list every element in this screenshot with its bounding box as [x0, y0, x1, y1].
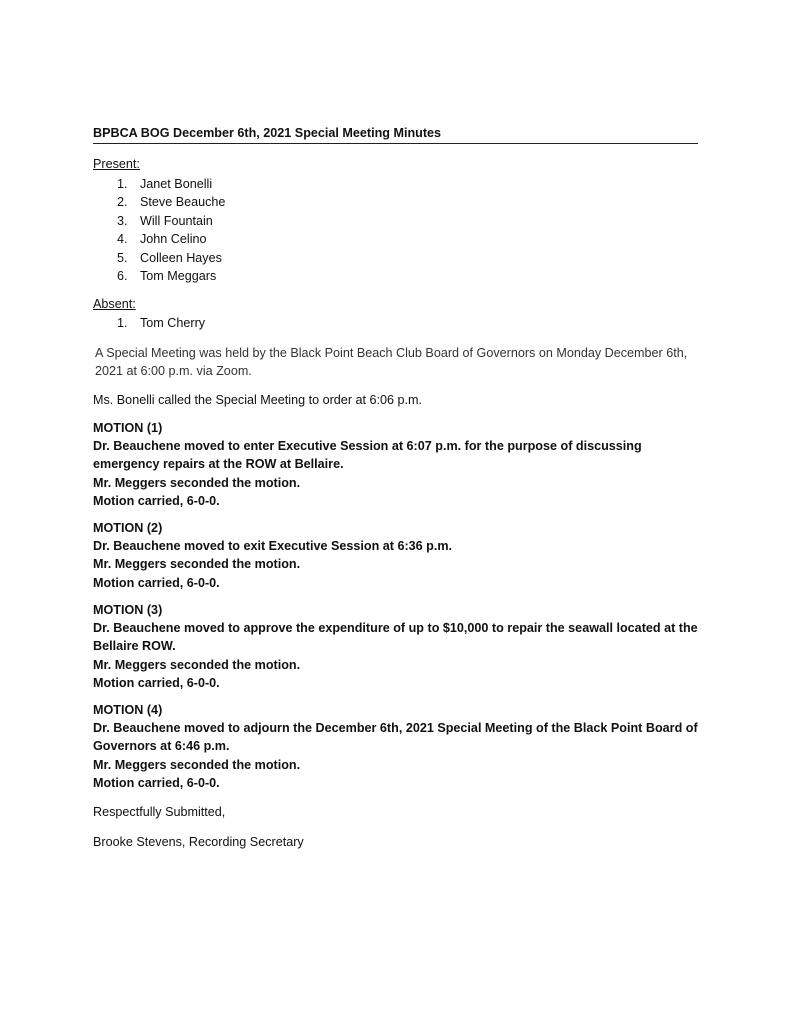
absent-label: Absent:	[93, 297, 136, 311]
attendee-name: Colleen Hayes	[140, 250, 222, 265]
list-number: 6.	[117, 268, 128, 283]
motion-block	[93, 519, 698, 592]
motion-heading: MOTION (2)	[93, 521, 163, 535]
motion-text: Dr. Beauchene moved to approve the expenditure of up to $10,000 to repair the seawall located at the Bellaire ROW.	[93, 621, 698, 654]
motion-result: Motion carried, 6-0-0.	[93, 675, 220, 690]
list-number: 1.	[117, 316, 128, 330]
absent-name: Tom Cherry	[140, 316, 206, 330]
motion-second: Mr. Meggers seconded the motion.	[93, 657, 301, 672]
attendee-name: Tom Meggars	[140, 268, 217, 283]
list-number: 5.	[117, 250, 128, 265]
motion-text: Dr. Beauchene moved to enter Executive Session at 6:07 p.m. for the purpose of discussing emergency repairs at the ROW at Bellaire.	[93, 439, 642, 472]
motion-result: Motion carried, 6-0-0.	[93, 575, 220, 590]
attendee-name: Janet Bonelli	[140, 177, 213, 191]
closing-text: Respectfully Submitted,	[93, 805, 226, 819]
motion-second: Mr. Meggers seconded the motion.	[93, 475, 301, 490]
list-number: 2.	[117, 195, 128, 210]
motion-block	[93, 419, 698, 510]
motion-text: Dr. Beauchene moved to exit Executive Session at 6:36 p.m.	[93, 539, 453, 554]
motion-result: Motion carried, 6-0-0.	[93, 493, 220, 508]
attendee-name: Will Fountain	[140, 213, 213, 228]
motion-second: Mr. Meggers seconded the motion.	[93, 557, 301, 572]
motion-second: Mr. Meggers seconded the motion.	[93, 757, 301, 772]
motion-result: Motion carried, 6-0-0.	[93, 775, 220, 790]
meeting-intro: A Special Meeting was held by the Black Point Beach Club Board of Governors on Monday December 6th, 2021 at 6:00 p.m. via Zoom.	[95, 346, 688, 379]
motion-heading: MOTION (3)	[93, 603, 163, 617]
list-number: 1.	[117, 177, 128, 191]
motion-block	[93, 601, 698, 692]
motion-text: Dr. Beauchene moved to adjourn the December 6th, 2021 Special Meeting of the Black Point Board of Governors at 6:46 p.m.	[93, 721, 698, 754]
attendee-name: John Celino	[140, 232, 207, 247]
signature-line: Brooke Stevens, Recording Secretary	[93, 835, 304, 849]
motion-block	[93, 701, 698, 792]
list-number: 3.	[117, 213, 128, 228]
attendee-name: Steve Beauche	[140, 195, 226, 210]
list-number: 4.	[117, 232, 128, 247]
motion-heading: MOTION (4)	[93, 703, 163, 717]
call-to-order: Ms. Bonelli called the Special Meeting to order at 6:06 p.m.	[93, 393, 423, 407]
motion-heading: MOTION (1)	[93, 421, 163, 435]
document-title: BPBCA BOG December 6th, 2021 Special Meeting Minutes	[93, 126, 698, 144]
present-label: Present:	[93, 157, 140, 171]
